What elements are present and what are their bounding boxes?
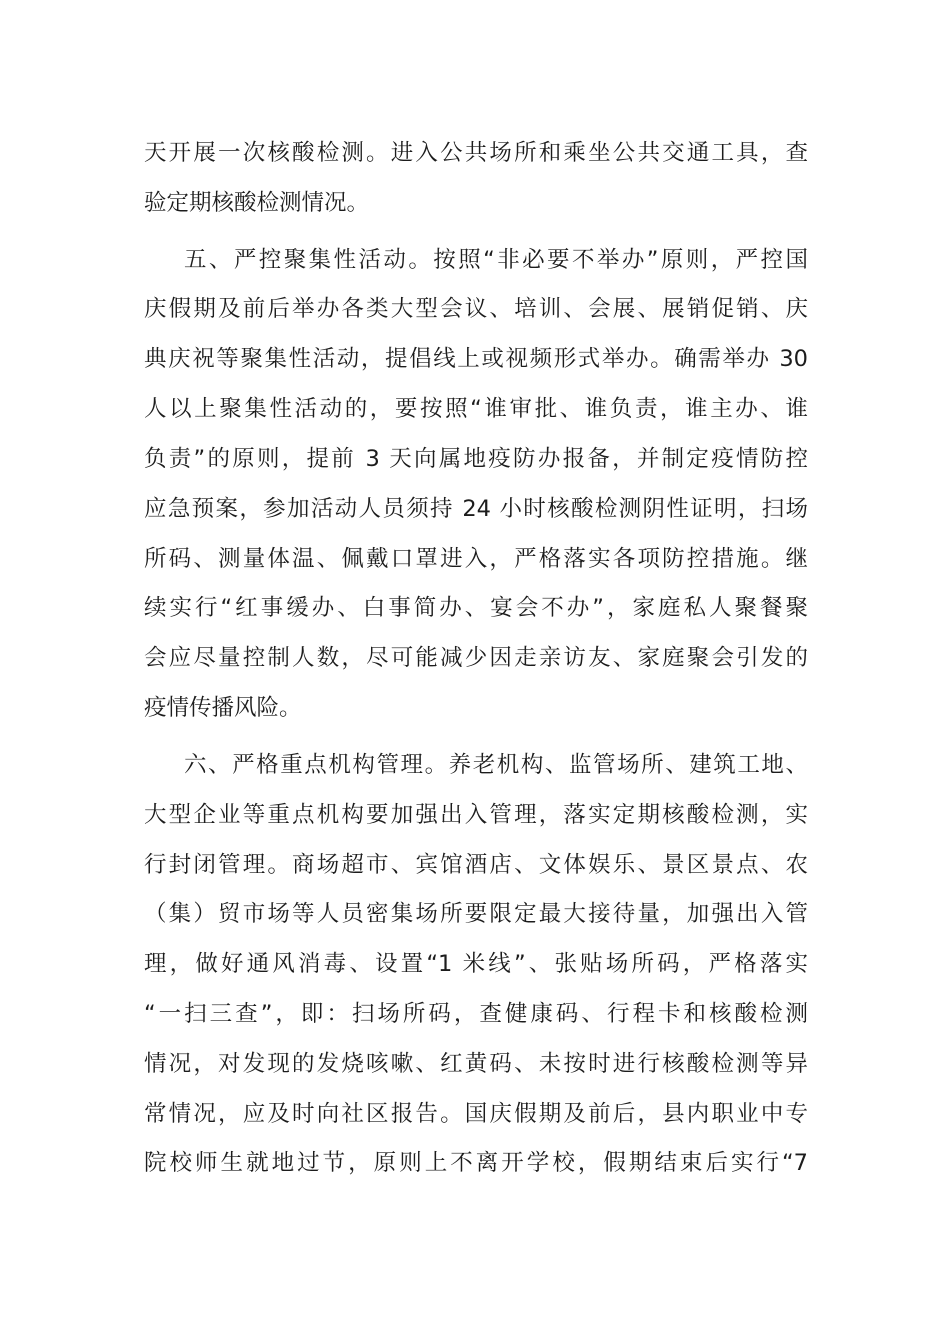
- paragraph-heading-line: 六、严格重点机构管理。养老机构、监管场所、建筑工地、: [184, 752, 808, 778]
- text-line: 天开展一次核酸检测。进入公共场所和乘坐公共交通工具，查: [144, 140, 808, 166]
- text-line: 理，做好通风消毒、设置“1 米线”、张贴场所码，严格落实: [144, 951, 808, 977]
- text-line: 庆假期及前后举办各类大型会议、培训、会展、展销促销、庆: [144, 296, 808, 322]
- text-line: 常情况，应及时向社区报告。国庆假期及前后，县内职业中专: [144, 1101, 808, 1127]
- text-line: 大型企业等重点机构要加强出入管理，落实定期核酸检测，实: [144, 802, 808, 828]
- text-line: 院校师生就地过节，原则上不离开学校，假期结束后实行“7: [144, 1150, 808, 1176]
- text-line: 所码、测量体温、佩戴口罩进入，严格落实各项防控措施。继: [144, 546, 808, 572]
- text-line: “一扫三查”，即：扫场所码，查健康码、行程卡和核酸检测: [144, 1001, 808, 1027]
- text-line: 验定期核酸检测情况。: [144, 190, 370, 216]
- text-line: 人以上聚集性活动的，要按照“谁审批、谁负责，谁主办、谁: [144, 396, 808, 422]
- text-line: 疫情传播风险。: [144, 695, 302, 721]
- text-line: 会应尽量控制人数，尽可能减少因走亲访友、家庭聚会引发的: [144, 645, 808, 671]
- text-line: 情况，对发现的发烧咳嗽、红黄码、未按时进行核酸检测等异: [144, 1051, 808, 1077]
- text-line: （集）贸市场等人员密集场所要限定最大接待量，加强出入管: [144, 901, 808, 927]
- text-line: 典庆祝等聚集性活动，提倡线上或视频形式举办。确需举办 30: [144, 346, 808, 372]
- text-line: 行封闭管理。商场超市、宾馆酒店、文体娱乐、景区景点、农: [144, 852, 808, 878]
- text-line: 续实行“红事缓办、白事简办、宴会不办”，家庭私人聚餐聚: [144, 595, 808, 621]
- text-line: 负责”的原则，提前 3 天向属地疫防办报备，并制定疫情防控: [144, 446, 808, 472]
- text-line: 应急预案，参加活动人员须持 24 小时核酸检测阴性证明，扫场: [144, 496, 808, 522]
- paragraph-heading-line: 五、严控聚集性活动。按照“非必要不举办”原则，严控国: [184, 247, 808, 273]
